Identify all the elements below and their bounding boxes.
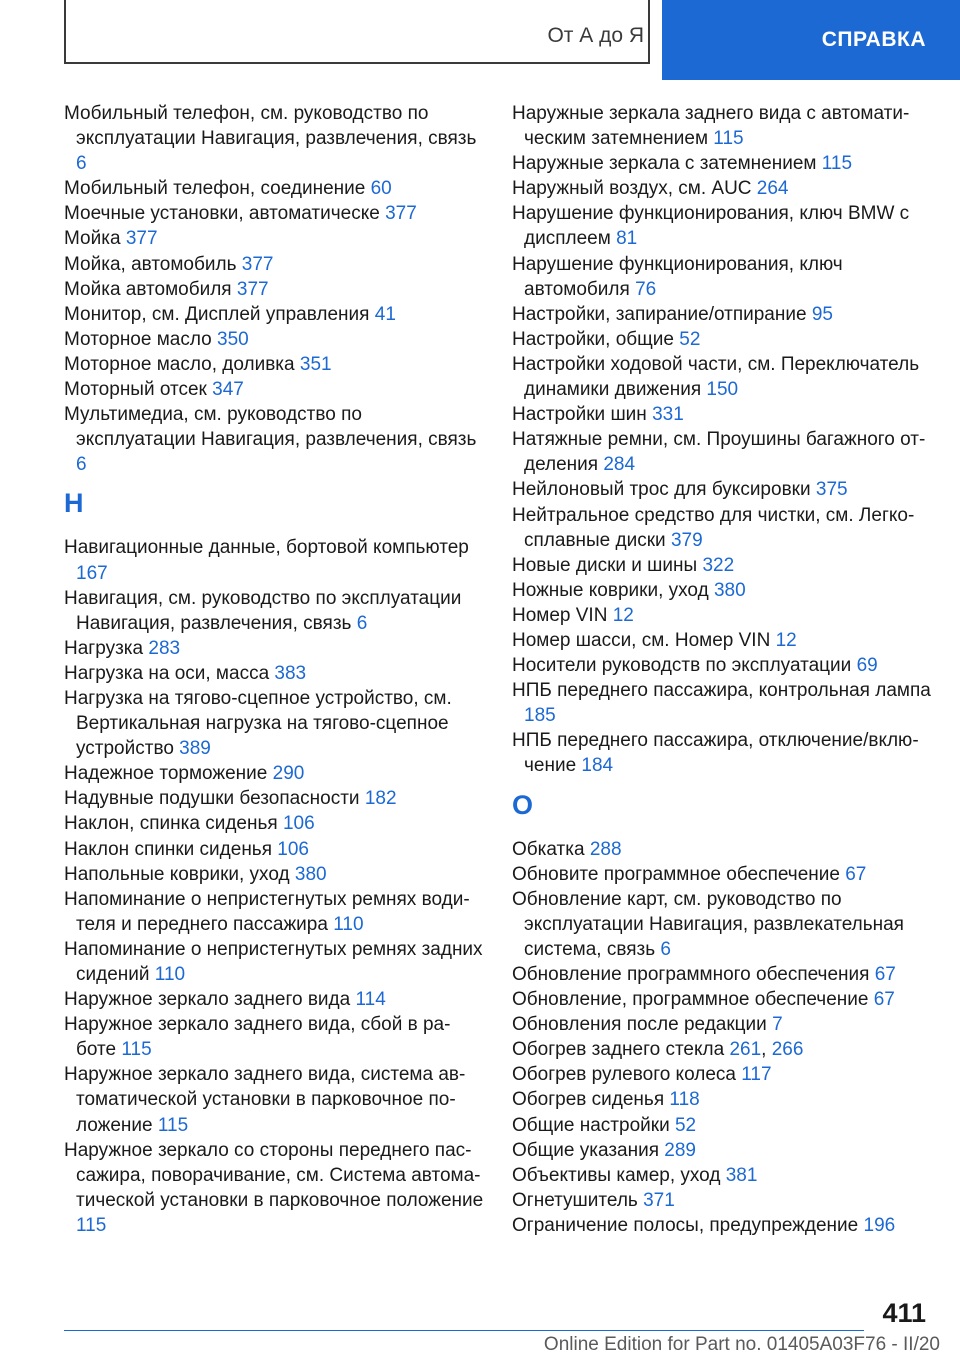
index-entry <box>64 277 484 302</box>
page-reference-link[interactable]: 379 <box>670 529 703 551</box>
page-reference-link[interactable]: 377 <box>236 278 269 300</box>
index-entry <box>512 887 932 962</box>
index-entry <box>512 402 932 427</box>
page-reference-link[interactable]: 389 <box>179 738 211 760</box>
page-reference-link[interactable]: 266 <box>771 1039 804 1061</box>
index-entry-text: Монитор, см. Дисплей управления <box>64 303 370 325</box>
index-entry <box>64 535 484 585</box>
index-entry <box>512 628 932 653</box>
index-entry <box>64 862 484 887</box>
index-entry-text: Номер шасси, см. Номер VIN <box>512 629 771 651</box>
index-entry-text: Настройки ходовой части, см. Переключатель динамики движения <box>512 353 920 401</box>
index-entry-text: Наружное зеркало заднего вида, система автоматической установки в парковочное положение <box>64 1064 466 1136</box>
index-entry-text: НПБ переднего пассажира, отключение/включение <box>512 730 919 777</box>
page-reference-link[interactable]: 115 <box>157 1114 189 1136</box>
page-reference-link[interactable]: 6 <box>356 612 368 634</box>
page-reference-link[interactable]: 380 <box>294 863 327 885</box>
index-entry <box>512 962 932 987</box>
index-entry-text: Моторное масло <box>64 328 212 350</box>
index-entry-text: Навигационные данные, бортовой компьютер <box>64 537 469 559</box>
page-reference-link[interactable]: 60 <box>370 178 392 200</box>
index-entry: Обогрев заднего стекла 261, 266 <box>512 1039 804 1061</box>
index-entry <box>64 661 484 686</box>
index-entry-text: Моторное масло, доливка <box>64 353 295 375</box>
page-reference-link[interactable]: 322 <box>702 554 735 576</box>
index-entry <box>512 151 932 176</box>
page-reference-link[interactable]: 371 <box>643 1189 675 1211</box>
page-reference-link[interactable]: 377 <box>385 203 417 225</box>
index-entry <box>64 377 484 402</box>
index-entry-text: Обновления после редакции <box>512 1014 767 1036</box>
index-entry-text: Ножные коврики, уход <box>512 579 709 601</box>
page-reference-link[interactable]: 184 <box>581 755 614 777</box>
index-entry-text: Общие настройки <box>512 1114 670 1136</box>
index-entry <box>64 302 484 327</box>
page-reference-link[interactable]: 115 <box>121 1039 152 1061</box>
page-reference-link[interactable]: 81 <box>616 228 638 250</box>
index-entry <box>512 252 932 302</box>
page-reference-link[interactable]: 110 <box>333 913 364 935</box>
index-entry <box>64 402 484 477</box>
index-entry-text: Надежное торможение <box>64 763 268 785</box>
index-entry-text: Номер VIN <box>512 604 608 626</box>
index-entry-text: Наружные зеркала заднего вида с автоматическим затемнением <box>512 103 910 150</box>
index-entry <box>64 811 484 836</box>
index-entry <box>512 302 932 327</box>
footer-edition-text: Online Edition for Part no. 01405A03F76 - II/20 <box>543 1334 940 1355</box>
index-entry-text: Наружный воздух, см. AUC <box>512 178 752 200</box>
index-entry <box>64 686 484 761</box>
index-entry <box>64 1012 484 1062</box>
page-reference-link[interactable]: 69 <box>856 655 878 677</box>
index-entry-text: Обновление, программное обеспечение <box>512 989 869 1011</box>
index-entry-text: Мобильный телефон, соединение <box>64 178 366 200</box>
index-entry-text: Настройки, общие <box>512 328 674 350</box>
index-entry-text: Настройки шин <box>512 404 647 426</box>
index-entry-text: Обогрев заднего стекла <box>512 1039 725 1061</box>
page-reference-link[interactable]: 331 <box>652 404 684 426</box>
index-entry <box>64 887 484 937</box>
index-entry-text: Наклон, спинка сиденья <box>64 813 278 835</box>
page-reference-link[interactable]: 283 <box>148 637 181 659</box>
index-entry-text: Наружные зеркала с затемнением <box>512 153 817 175</box>
index-entry <box>64 327 484 352</box>
page-reference-link[interactable]: 261 <box>729 1039 762 1061</box>
page-reference-link[interactable]: 7 <box>772 1014 783 1036</box>
index-entry-text: Мойка <box>64 228 121 250</box>
index-entry-text: Надувные подушки безопасности <box>64 788 360 810</box>
index-entry-text: Обкатка <box>512 838 585 860</box>
page-reference-link[interactable]: 67 <box>873 989 895 1011</box>
page-reference-link[interactable]: 114 <box>355 989 386 1011</box>
index-entry <box>512 101 932 151</box>
index-entry <box>512 1113 932 1138</box>
index-entry-text: Обновите программное обеспечение <box>512 863 840 885</box>
index-entry-text: Обогрев сиденья <box>512 1089 665 1111</box>
index-entry-text: Напоминание о непристегнутых ремнях задних сидений <box>64 938 483 985</box>
index-entry-text: Моечные установки, автоматическе <box>64 203 380 225</box>
active-tab-reference[interactable]: СПРАВКА <box>662 0 960 80</box>
page-reference-link[interactable]: 110 <box>154 964 186 985</box>
index-entry <box>512 201 932 251</box>
index-entry-text: Обогрев рулевого колеса <box>512 1064 736 1086</box>
page-reference-link[interactable]: 284 <box>603 454 636 476</box>
page-reference-link[interactable]: 375 <box>815 479 848 501</box>
section-tab-a-to-z[interactable]: От А до Я <box>547 24 644 47</box>
page-reference-link[interactable]: 118 <box>669 1089 700 1111</box>
index-entry-text: Мультимедиа, см. руководство по эксплуатации Навигация, развлечения, связь <box>64 404 477 451</box>
index-entry <box>512 477 932 502</box>
index-entry-text: Нарушение функционирования, ключ BMW с дисплеем <box>512 203 910 250</box>
index-entry-text: Мойка автомобиля <box>64 278 232 300</box>
page-reference-link[interactable]: 95 <box>811 303 833 325</box>
page-reference-link[interactable]: 52 <box>674 1114 697 1136</box>
page-reference-link[interactable]: 347 <box>212 379 244 401</box>
page-reference-link[interactable]: 115 <box>713 128 744 150</box>
index-entry <box>512 862 932 887</box>
index-column-right <box>512 101 932 1238</box>
page-reference-link[interactable]: 67 <box>845 863 867 885</box>
index-entry <box>64 937 484 987</box>
page-reference-link[interactable]: 6 <box>76 153 87 175</box>
index-entry-text: Ограничение полосы, предупреждение <box>512 1214 859 1236</box>
page-reference-link[interactable]: 106 <box>282 813 315 835</box>
page-reference-link[interactable]: 264 <box>756 178 789 200</box>
page-reference-link[interactable]: 115 <box>821 153 853 175</box>
index-entry <box>512 603 932 628</box>
index-entry-text: Моторный отсек <box>64 379 207 401</box>
index-entry <box>512 728 932 778</box>
page-number: 411 <box>882 1298 926 1328</box>
index-entry-text: Носители руководств по эксплуатации <box>512 655 852 677</box>
page-reference-link[interactable]: 381 <box>725 1164 758 1186</box>
index-entry <box>64 1138 484 1238</box>
page-reference-link[interactable]: 6 <box>76 454 87 476</box>
index-entry <box>512 503 932 553</box>
index-entry <box>512 553 932 578</box>
index-entry <box>512 1138 932 1163</box>
index-letter-heading: О <box>512 789 534 820</box>
page-reference-link[interactable]: 380 <box>713 579 746 601</box>
index-entry-text: Огнетушитель <box>512 1189 638 1211</box>
page-reference-link[interactable]: 117 <box>741 1064 772 1086</box>
index-entry <box>512 1012 932 1037</box>
index-entry <box>64 586 484 636</box>
index-entry-text: Наклон спинки сиденья <box>64 838 272 860</box>
page-reference-link[interactable]: 377 <box>125 228 158 250</box>
index-entry-text: Навигация, см. руководство по эксплуатации Навигация, развлечения, связь <box>64 587 462 634</box>
header-bottom-rule <box>64 62 650 64</box>
index-entry <box>64 176 484 201</box>
index-entry <box>64 987 484 1012</box>
page-reference-link[interactable]: 196 <box>863 1214 896 1236</box>
index-entry-text: Мойка, автомобиль <box>64 253 237 275</box>
index-entry-text: Нарушение функционирования, ключ автомобиля <box>512 253 843 300</box>
index-entry <box>64 786 484 811</box>
index-entry-text: Новые диски и шины <box>512 554 698 576</box>
index-entry-text: Натяжные ремни, см. Проушины багажного отделения <box>512 429 926 476</box>
index-column-left <box>64 101 484 1238</box>
index-entry-text: Настройки, запирание/отпирание <box>512 303 807 325</box>
page-reference-link[interactable]: 12 <box>775 629 797 651</box>
footer-rule <box>64 1330 864 1331</box>
page-reference-link[interactable]: 67 <box>874 964 896 985</box>
index-entry-text: Мобильный телефон, см. руководство по эксплуатации Навигация, развлечения, связь <box>64 103 477 150</box>
index-entry-text: Напоминание о непристегнутых ремнях водителя и переднего пассажира <box>64 888 470 935</box>
page-reference-link[interactable]: 41 <box>374 303 396 325</box>
index-entry-text: Обновление карт, см. руководство по эксплуатации Навигация, развлекательная система, связь <box>512 888 904 960</box>
page-reference-link[interactable]: 115 <box>76 1214 107 1236</box>
index-entry <box>512 987 932 1012</box>
index-entry <box>512 327 932 352</box>
page-reference-link[interactable]: 76 <box>635 278 657 300</box>
page-reference-link[interactable]: 290 <box>272 763 305 785</box>
page-reference-link[interactable]: 6 <box>660 938 671 960</box>
index-entry-text: Нейлоновый трос для буксировки <box>512 479 811 501</box>
index-entry <box>512 1163 932 1188</box>
page-reference-link[interactable]: 351 <box>299 353 332 375</box>
index-entry <box>64 226 484 251</box>
index-entry <box>64 636 484 661</box>
index-entry <box>512 578 932 603</box>
index-entry <box>64 352 484 377</box>
index-entry <box>512 837 932 862</box>
index-entry <box>512 1087 932 1112</box>
page-reference-link[interactable]: 185 <box>524 705 556 727</box>
index-entry-text: Обновление программного обеспечения <box>512 964 870 985</box>
index-entry-text: Нагрузка на оси, масса <box>64 662 270 684</box>
index-entry-text: Нейтральное средство для чистки, см. Легкосплавные диски <box>512 504 915 551</box>
index-entry <box>512 1188 932 1213</box>
index-entry-text: Нагрузка на тягово-сцепное устройство, см. Вертикальная нагрузка на тягово-сцепное устройство <box>64 687 452 760</box>
index-entry-text: Нагрузка <box>64 637 144 659</box>
index-entry <box>64 761 484 786</box>
page-reference-link[interactable]: 288 <box>589 838 622 860</box>
page-reference-link[interactable]: 150 <box>706 379 739 401</box>
page-reference-link[interactable]: 167 <box>76 562 108 584</box>
index-entry <box>64 201 484 226</box>
index-entry-text: Напольные коврики, уход <box>64 863 290 885</box>
header-left-rule <box>64 0 66 64</box>
page-reference-link[interactable]: 182 <box>364 788 397 810</box>
index-entry <box>64 837 484 862</box>
page-reference-link[interactable]: 383 <box>274 662 307 684</box>
header-divider <box>648 0 650 64</box>
page-reference-link[interactable]: 377 <box>241 253 274 275</box>
index-entry-text: НПБ переднего пассажира, контрольная лампа <box>512 680 931 702</box>
index-entry <box>512 653 932 678</box>
index-entry-text: Наружное зеркало со стороны переднего пассажира, поворачивание, см. Система автоматической установки в парковочное положение <box>64 1139 484 1211</box>
index-entry <box>512 1213 932 1238</box>
index-entry-text: Объективы камер, уход <box>512 1164 721 1186</box>
index-entry <box>512 352 932 402</box>
index-entry-text: Общие указания <box>512 1139 660 1161</box>
index-entry <box>64 252 484 277</box>
index-entry <box>512 176 932 201</box>
index-entry-text: Наружное зеркало заднего вида, сбой в работе <box>64 1014 451 1061</box>
index-entry <box>512 678 932 728</box>
page-reference-link[interactable]: 12 <box>612 604 634 626</box>
page-reference-link[interactable]: 350 <box>217 328 249 350</box>
index-entry <box>64 101 484 176</box>
index-entry <box>512 1062 932 1087</box>
index-entry <box>64 1062 484 1137</box>
index-letter-heading: Н <box>64 488 84 519</box>
page-reference-link[interactable]: 289 <box>664 1139 696 1161</box>
page-reference-link[interactable]: 52 <box>679 328 701 350</box>
index-entry-text: Наружное зеркало заднего вида <box>64 989 351 1011</box>
page-reference-link[interactable]: 106 <box>277 838 309 860</box>
index-entry <box>512 427 932 477</box>
